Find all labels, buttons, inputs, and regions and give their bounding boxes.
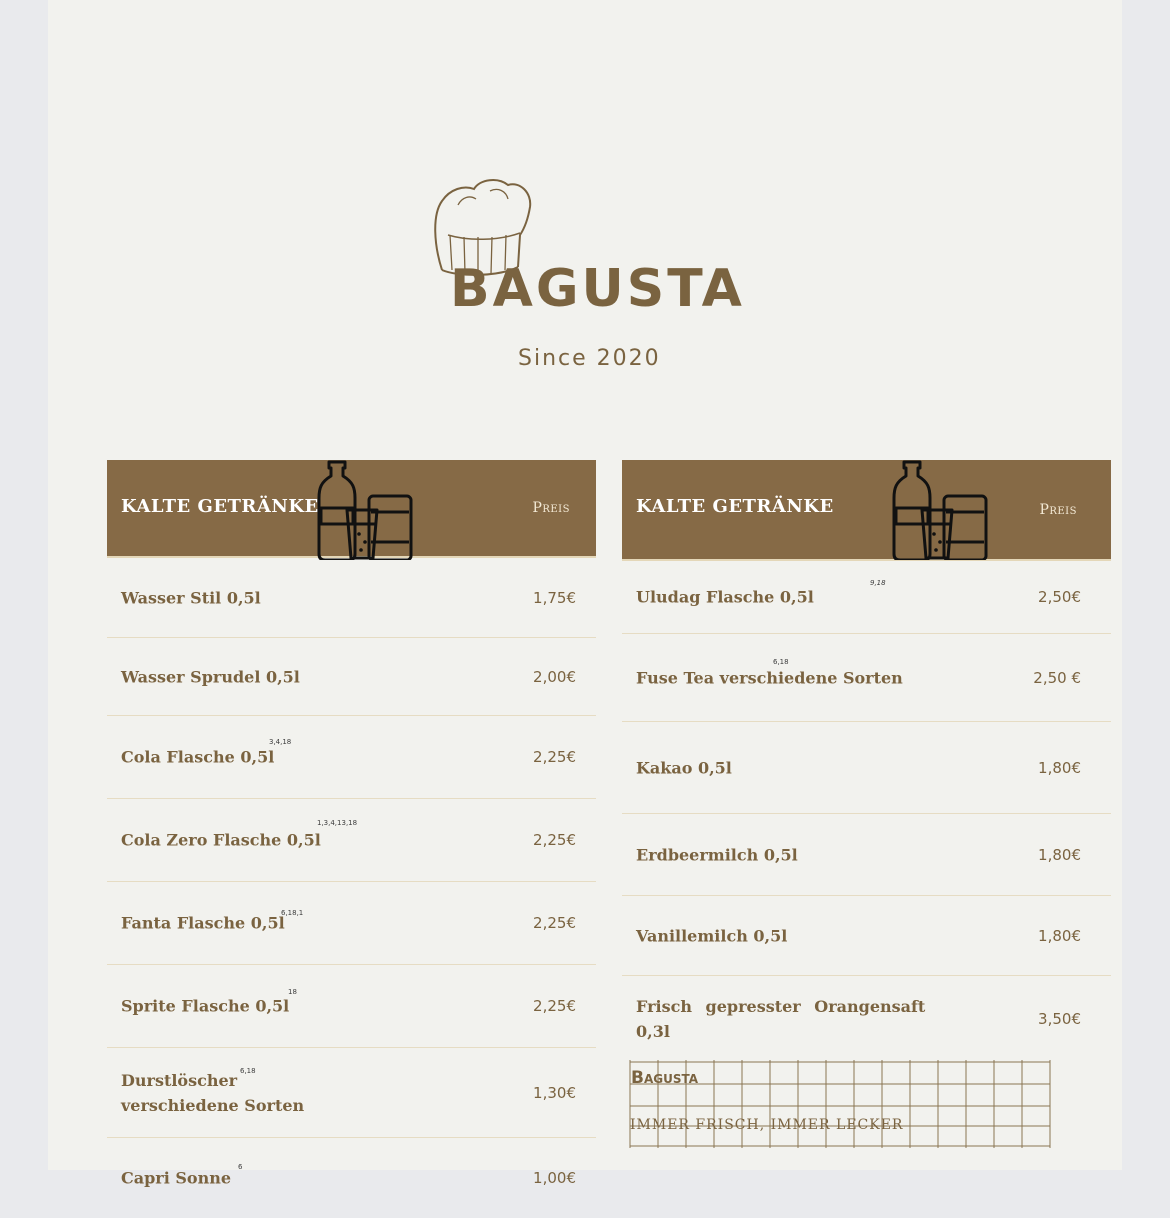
item-price: 2,25€ (533, 997, 576, 1015)
column-header (622, 460, 1111, 561)
item-price: 1,80€ (1038, 845, 1081, 864)
item-name: Capri Sonne (121, 1168, 232, 1188)
menu-item (107, 965, 596, 1048)
item-price: 1,30€ (533, 1083, 576, 1102)
allergen-note: 3,4,18 (269, 738, 292, 746)
item-name: Durstlöscher verschiedene Sorten (121, 1070, 305, 1115)
menu-item (622, 896, 1111, 976)
allergen-note: 9,18 (870, 579, 886, 587)
menu-item (622, 976, 1111, 1062)
item-price: 1,75€ (533, 588, 576, 607)
item-price: 2,50 € (1033, 668, 1081, 687)
drinks-bottle-can-icon (892, 460, 988, 560)
price-column-label: Preis (532, 500, 570, 516)
since-label: Since 2020 (518, 346, 661, 371)
menu-item (622, 561, 1111, 634)
item-name: Fuse Tea verschiedene Sorten (636, 668, 903, 687)
item-price: 2,25€ (533, 831, 576, 849)
menu-item (107, 716, 596, 799)
menu-column-right (622, 460, 1111, 1062)
brand-stamp (628, 1060, 1058, 1150)
item-name: Fanta Flasche 0,5l (121, 913, 285, 933)
menu-page (48, 0, 1122, 1188)
menu-item (622, 634, 1111, 722)
item-price: 1,80€ (1038, 926, 1081, 945)
item-name: Frisch gepresster Orangensaft 0,3l (636, 997, 926, 1041)
allergen-note: 1,3,4,13,18 (317, 819, 358, 827)
item-name: Wasser Sprudel 0,5l (121, 667, 300, 686)
stamp-title: Bagusta (631, 1068, 699, 1088)
menu-column-left (107, 460, 596, 1218)
column-header (107, 460, 596, 558)
item-name: Cola Flasche 0,5l (121, 747, 275, 767)
drinks-bottle-can-icon (317, 460, 413, 560)
menu-item (622, 722, 1111, 814)
item-name: Uludag Flasche 0,5l (636, 587, 814, 607)
column-title: KALTE GETRÄNKE (636, 496, 834, 517)
menu-item (107, 1138, 596, 1218)
allergen-note: 6 (238, 1163, 243, 1171)
item-name: Vanillemilch 0,5l (636, 926, 788, 945)
allergen-note: 6,18 (773, 658, 789, 666)
menu-item (107, 638, 596, 716)
column-title: KALTE GETRÄNKE (121, 496, 319, 517)
item-name: Cola Zero Flasche 0,5l (121, 830, 321, 850)
allergen-note: 18 (288, 988, 297, 996)
menu-item (107, 558, 596, 638)
item-name: Erdbeermilch 0,5l (636, 845, 798, 864)
brand-name: BAGUSTA (450, 259, 745, 319)
item-name: Wasser Stil 0,5l (121, 588, 261, 607)
menu-item (107, 1048, 596, 1138)
item-price: 2,50€ (1038, 588, 1081, 606)
item-price: 3,50€ (1038, 1010, 1081, 1028)
price-column-label: Preis (1039, 502, 1077, 518)
item-price: 1,00€ (533, 1169, 576, 1187)
brand-logo (428, 175, 745, 385)
allergen-note: 6,18,1 (281, 909, 304, 917)
menu-item (107, 799, 596, 882)
item-price: 2,25€ (533, 748, 576, 766)
menu-item (107, 882, 596, 965)
stamp-subtitle: IMMER FRISCH, IMMER LECKER (630, 1117, 904, 1133)
allergen-note: 6,18 (240, 1067, 256, 1075)
item-name: Kakao 0,5l (636, 758, 732, 777)
item-price: 2,00€ (533, 667, 576, 686)
item-name: Sprite Flasche 0,5l (121, 996, 290, 1016)
menu-item (622, 814, 1111, 896)
item-price: 1,80€ (1038, 758, 1081, 777)
item-price: 2,25€ (533, 914, 576, 932)
